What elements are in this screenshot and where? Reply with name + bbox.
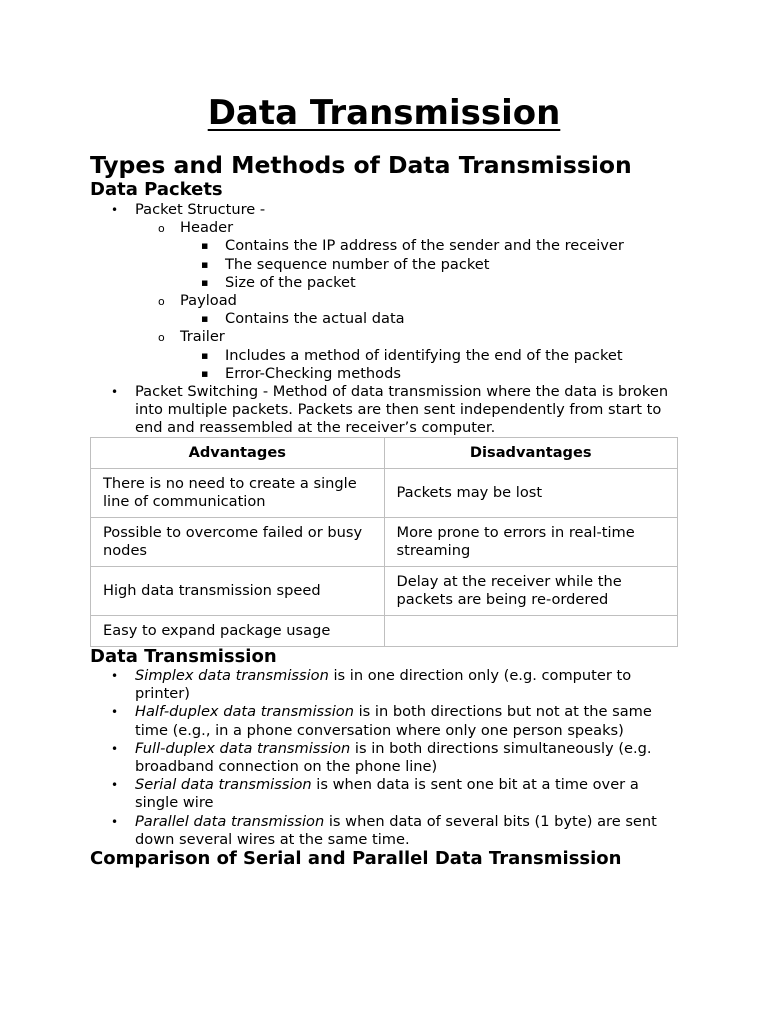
- term: Simplex data transmission: [135, 667, 329, 684]
- table-row: [91, 567, 678, 616]
- list-item: [135, 292, 678, 328]
- section-title: Types and Methods of Data Transmission: [90, 151, 632, 179]
- table-cell: [384, 616, 678, 647]
- term: Half-duplex data transmission: [135, 703, 354, 721]
- advantages-table: [90, 437, 678, 647]
- list-item: [90, 667, 678, 703]
- table-cell: Possible to overcome failed or busy nodes: [91, 518, 385, 567]
- packet-switching-item: • Packet Switching - Method of data transmission where the data is broken into multiple packets. Packets are then sent independently from start to end and reassembled at the receiver’s computer.: [90, 383, 678, 438]
- list-item: [90, 740, 678, 776]
- description: is when data is sent one bit at a time over a single wire: [135, 776, 639, 812]
- table-cell: Delay at the receiver while the packets are being re-ordered: [384, 567, 678, 616]
- list-item: ▪ Error-Checking methods: [180, 365, 678, 383]
- trailer-label: Trailer: [180, 328, 225, 346]
- list-item: [135, 328, 678, 383]
- list-item: ▪ Contains the actual data: [180, 310, 678, 328]
- disadvantages-header: Disadvantages: [384, 438, 678, 469]
- term: Serial data transmission: [135, 776, 312, 794]
- list-item: ▪ Size of the packet: [180, 274, 678, 292]
- list-item: ▪ Contains the IP address of the sender and the receiver: [180, 237, 678, 255]
- description: is in both directions simultaneously (e.g. broadband connection on the phone line): [135, 739, 652, 776]
- advantages-header: Advantages: [91, 438, 385, 469]
- table-cell: Easy to expand package usage: [91, 616, 385, 647]
- list-item: [135, 219, 678, 292]
- data-transmission-heading: Data Transmission: [90, 646, 277, 667]
- list-item: [90, 201, 678, 383]
- transmission-list: [90, 667, 678, 849]
- data-packets-heading: Data Packets: [90, 179, 223, 200]
- list-item: ▪ Includes a method of identifying the end of the packet: [180, 347, 678, 365]
- table-header-row: [91, 438, 678, 469]
- packet-list: [90, 201, 678, 438]
- table-cell: More prone to errors in real-time streaming: [384, 518, 678, 567]
- table-cell: High data transmission speed: [91, 567, 385, 616]
- term: Full-duplex data transmission: [135, 739, 351, 757]
- description: is in both directions but not at the same time (e.g., in a phone conversation where only one person speaks): [135, 703, 652, 739]
- description: is in one direction only (e.g. computer to printer): [135, 667, 632, 703]
- table-cell: There is no need to create a single line of communication: [91, 469, 385, 518]
- list-item: [90, 703, 678, 739]
- list-item: [90, 813, 678, 849]
- document-title: Data Transmission: [207, 93, 561, 133]
- packet-structure-label: Packet Structure -: [135, 201, 266, 218]
- term: Parallel data transmission: [135, 812, 325, 830]
- description: is when data of several bits (1 byte) are sent down several wires at the same time.: [135, 812, 657, 848]
- table-row: [91, 469, 678, 518]
- payload-label: Payload: [180, 292, 237, 310]
- list-item: ▪ The sequence number of the packet: [180, 256, 678, 274]
- table-row: [91, 616, 678, 647]
- comparison-heading: Comparison of Serial and Parallel Data Transmission: [90, 848, 622, 869]
- header-label: Header: [180, 219, 234, 237]
- table-row: [91, 518, 678, 567]
- list-item: [90, 776, 678, 812]
- table-cell: Packets may be lost: [384, 469, 678, 518]
